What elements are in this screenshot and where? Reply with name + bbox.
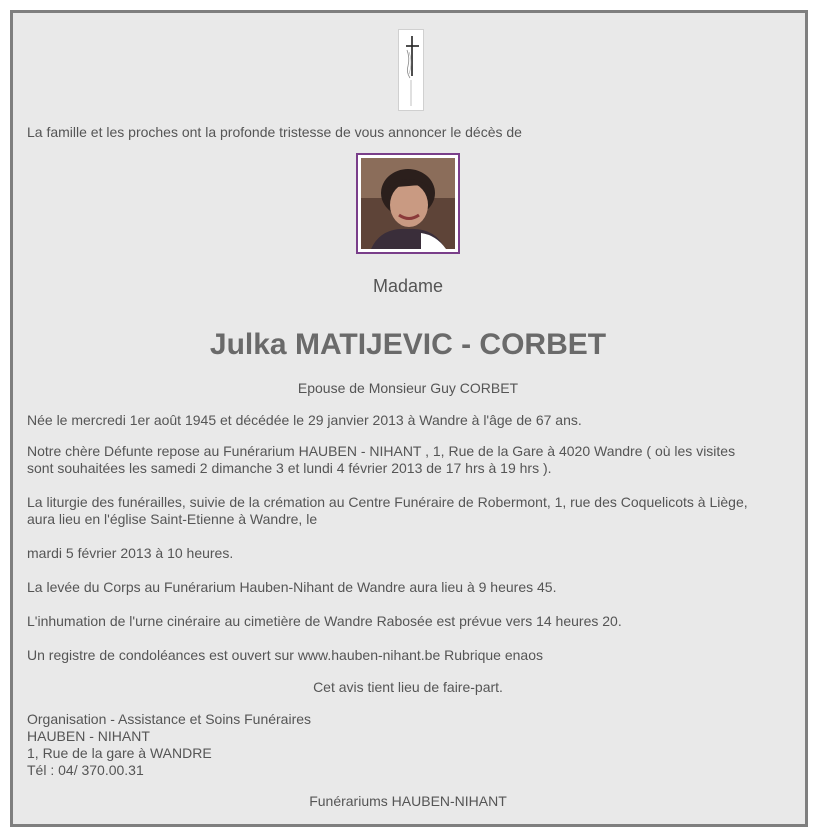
cross-icon: [398, 29, 424, 111]
levee-text: La levée du Corps au Funérarium Hauben-Nihant de Wandre aura lieu à 9 heures 45.: [27, 579, 557, 595]
liturgy-line-2: aura lieu en l'église Saint-Etienne à Wandre, le: [27, 511, 318, 527]
rest-paragraph: [27, 443, 789, 477]
register-text: Un registre de condoléances est ouvert sur www.hauben-nihant.be Rubrique enaos: [27, 647, 543, 663]
title-madame: Madame: [372, 276, 444, 296]
organisation-line-4: Tél : 04/ 370.00.31: [27, 762, 144, 778]
rest-line-2: sont souhaitées les samedi 2 dimanche 3 et lundi 4 février 2013 de 17 hrs à 19 hrs ).: [27, 460, 552, 476]
notice-text: Cet avis tient lieu de faire-part.: [313, 679, 503, 695]
portrait-photo: [356, 153, 460, 254]
organisation-line-3: 1, Rue de la gare à WANDRE: [27, 745, 212, 761]
rest-line-1: Notre chère Défunte repose au Funérarium HAUBEN - NIHANT , 1, Rue de la Gare à 4020 Wandre ( où les visites: [27, 443, 736, 459]
inhumation-text: L'inhumation de l'urne cinéraire au cimetière de Wandre Rabosée est prévue vers 14 heures 20.: [27, 613, 622, 629]
organisation-block: [27, 711, 789, 779]
ceremony-date: mardi 5 février 2013 à 10 heures.: [27, 545, 234, 561]
intro-text: La famille et les proches ont la profonde tristesse de vous annoncer le décès de: [27, 124, 522, 140]
liturgy-paragraph: [27, 494, 789, 528]
deceased-name: Julka MATIJEVIC - CORBET: [209, 328, 607, 361]
liturgy-line-1: La liturgie des funérailles, suivie de la crémation au Centre Funéraire de Robermont, 1, rue des Coquelicots à Liège,: [27, 494, 748, 510]
portrait-image: [361, 158, 455, 249]
birth-death-text: Née le mercredi 1er août 1945 et décédée le 29 janvier 2013 à Wandre à l'âge de 67 ans.: [27, 412, 582, 428]
organisation-line-1: Organisation - Assistance et Soins Funéraires: [27, 711, 312, 727]
spouse-text: Epouse de Monsieur Guy CORBET: [297, 380, 519, 396]
obituary-card: [10, 10, 808, 827]
footer-text: Funérariums HAUBEN-NIHANT: [309, 793, 507, 809]
organisation-line-2: HAUBEN - NIHANT: [27, 728, 150, 744]
